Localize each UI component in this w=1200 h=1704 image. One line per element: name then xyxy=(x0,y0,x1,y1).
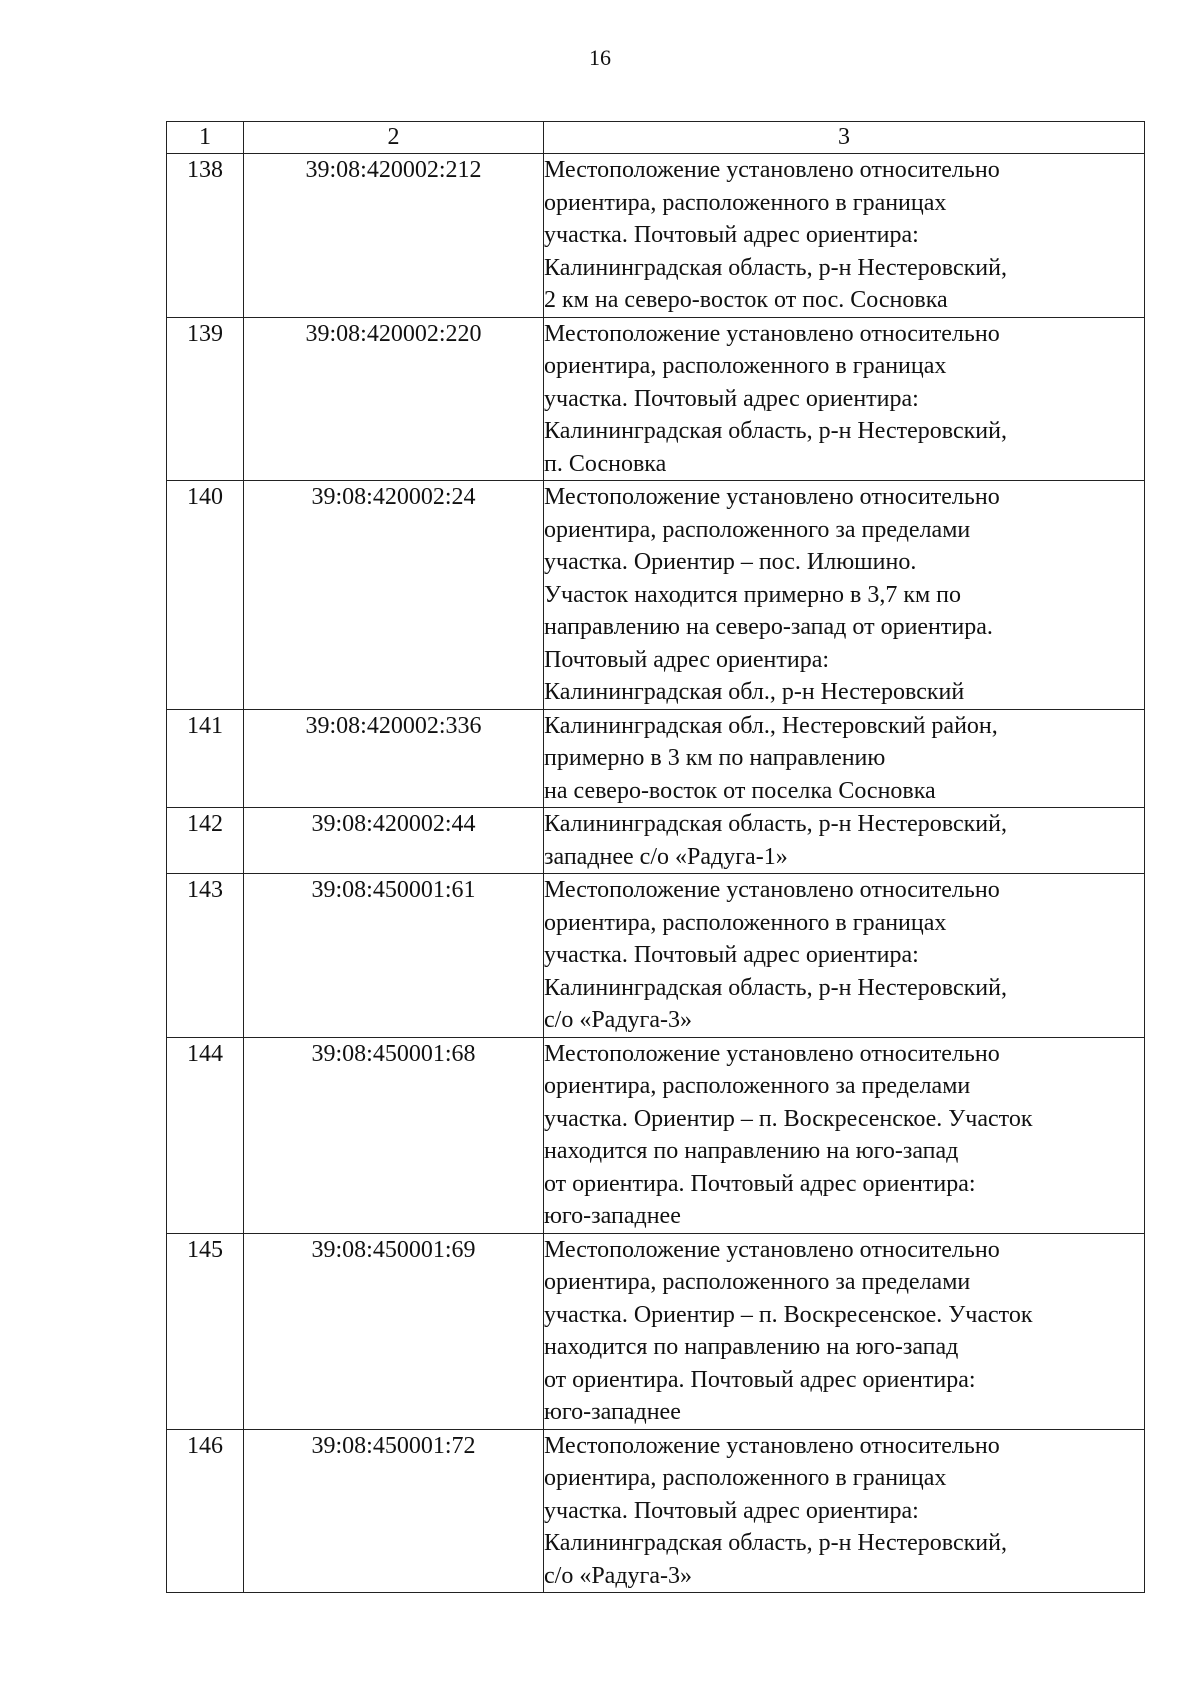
description-line: Участок находится примерно в 3,7 км по xyxy=(544,581,962,608)
cadastral-number: 39:08:450001:61 xyxy=(244,874,544,1038)
table-row xyxy=(167,709,1145,808)
description-line: Калининградская область, р-н Нестеровский, xyxy=(544,811,1007,837)
location-description xyxy=(544,317,1145,481)
table-row xyxy=(167,317,1145,481)
description-line: Калининградская обл., Нестеровский район, xyxy=(544,712,998,739)
description-line: ориентира, расположенного за пределами xyxy=(544,1073,971,1099)
cadastral-number: 39:08:420002:44 xyxy=(244,808,544,874)
description-line: п. Сосновка xyxy=(544,450,667,477)
table-row xyxy=(167,1233,1145,1429)
description-line: юго-западнее xyxy=(544,1203,681,1229)
row-number: 142 xyxy=(167,808,244,874)
description-line: участка. Почтовый адрес ориентира: xyxy=(544,1497,919,1524)
description-line: направлению на северо-запад от ориентира. xyxy=(544,614,993,640)
description-line: ориентира, расположенного в границах xyxy=(544,1465,947,1491)
row-number: 138 xyxy=(167,154,244,318)
location-description xyxy=(544,709,1145,808)
description-line: западнее с/о «Радуга-1» xyxy=(544,843,788,870)
description-line: ориентира, расположенного в границах xyxy=(544,353,947,379)
header-col-1: 1 xyxy=(167,122,244,154)
header-row xyxy=(167,122,1145,154)
description-line: 2 км на северо-восток от пос. Сосновка xyxy=(544,287,948,313)
description-line: Калининградская обл., р-н Нестеровский xyxy=(544,679,965,705)
row-number: 145 xyxy=(167,1233,244,1429)
description-line: с/о «Радуга-3» xyxy=(544,1007,693,1033)
description-line: на северо-восток от поселка Сосновка xyxy=(544,777,936,804)
description-line: юго-западнее xyxy=(544,1399,681,1425)
location-description xyxy=(544,874,1145,1038)
land-parcel-table xyxy=(166,121,1145,1593)
cadastral-number: 39:08:420002:336 xyxy=(244,709,544,808)
location-description xyxy=(544,1233,1145,1429)
table-header xyxy=(167,122,1145,154)
description-line: Калининградская область, р-н Нестеровский, xyxy=(544,254,1007,281)
location-description xyxy=(544,1037,1145,1233)
description-line: примерно в 3 км по направлению xyxy=(544,745,886,771)
description-line: Местоположение установлено относительно xyxy=(544,157,1000,183)
description-line: участка. Почтовый адрес ориентира: xyxy=(544,942,919,968)
description-line: Местоположение установлено относительно xyxy=(544,1236,1000,1263)
table-row xyxy=(167,808,1145,874)
description-line: Почтовый адрес ориентира: xyxy=(544,646,830,673)
location-description xyxy=(544,154,1145,318)
description-line: ориентира, расположенного в границах xyxy=(544,189,947,216)
location-description xyxy=(544,808,1145,874)
description-line: Местоположение установлено относительно xyxy=(544,1432,1000,1459)
description-line: с/о «Радуга-3» xyxy=(544,1562,693,1589)
location-description xyxy=(544,481,1145,710)
description-line: находится по направлению на юго-запад xyxy=(544,1138,959,1164)
description-line: Местоположение установлено относительно xyxy=(544,877,1000,903)
row-number: 139 xyxy=(167,317,244,481)
description-line: от ориентира. Почтовый адрес ориентира: xyxy=(544,1366,976,1393)
cadastral-number: 39:08:420002:212 xyxy=(244,154,544,318)
location-description xyxy=(544,1429,1145,1593)
description-line: участка. Ориентир – пос. Илюшино. xyxy=(544,549,917,575)
description-line: Местоположение установлено относительно xyxy=(544,1040,1000,1067)
header-col-2: 2 xyxy=(244,122,544,154)
description-line: Местоположение установлено относительно xyxy=(544,484,1000,510)
table-row xyxy=(167,154,1145,318)
table-row xyxy=(167,1037,1145,1233)
page-number: 16 xyxy=(589,45,611,70)
table-row xyxy=(167,874,1145,1038)
description-line: ориентира, расположенного в границах xyxy=(544,909,947,936)
header-col-3: 3 xyxy=(544,122,1145,154)
cadastral-number: 39:08:450001:68 xyxy=(244,1037,544,1233)
description-line: Калининградская область, р-н Нестеровский, xyxy=(544,974,1007,1001)
row-number: 141 xyxy=(167,709,244,808)
row-number: 143 xyxy=(167,874,244,1038)
table-body xyxy=(167,154,1145,1593)
description-line: находится по направлению на юго-запад xyxy=(544,1334,959,1360)
description-line: участка. Почтовый адрес ориентира: xyxy=(544,222,919,248)
description-line: Местоположение установлено относительно xyxy=(544,320,1000,347)
description-line: ориентира, расположенного за пределами xyxy=(544,516,971,543)
cadastral-number: 39:08:450001:72 xyxy=(244,1429,544,1593)
description-line: участка. Ориентир – п. Воскресенское. Участок xyxy=(544,1301,1033,1328)
row-number: 144 xyxy=(167,1037,244,1233)
description-line: участка. Ориентир – п. Воскресенское. Участок xyxy=(544,1105,1033,1132)
row-number: 146 xyxy=(167,1429,244,1593)
cadastral-number: 39:08:420002:24 xyxy=(244,481,544,710)
description-line: Калининградская область, р-н Нестеровский, xyxy=(544,1530,1007,1556)
table-row xyxy=(167,1429,1145,1593)
description-line: ориентира, расположенного за пределами xyxy=(544,1269,971,1295)
description-line: от ориентира. Почтовый адрес ориентира: xyxy=(544,1170,976,1197)
cadastral-number: 39:08:450001:69 xyxy=(244,1233,544,1429)
description-line: Калининградская область, р-н Нестеровский, xyxy=(544,418,1007,444)
cadastral-number: 39:08:420002:220 xyxy=(244,317,544,481)
table-row xyxy=(167,481,1145,710)
row-number: 140 xyxy=(167,481,244,710)
description-line: участка. Почтовый адрес ориентира: xyxy=(544,385,919,412)
